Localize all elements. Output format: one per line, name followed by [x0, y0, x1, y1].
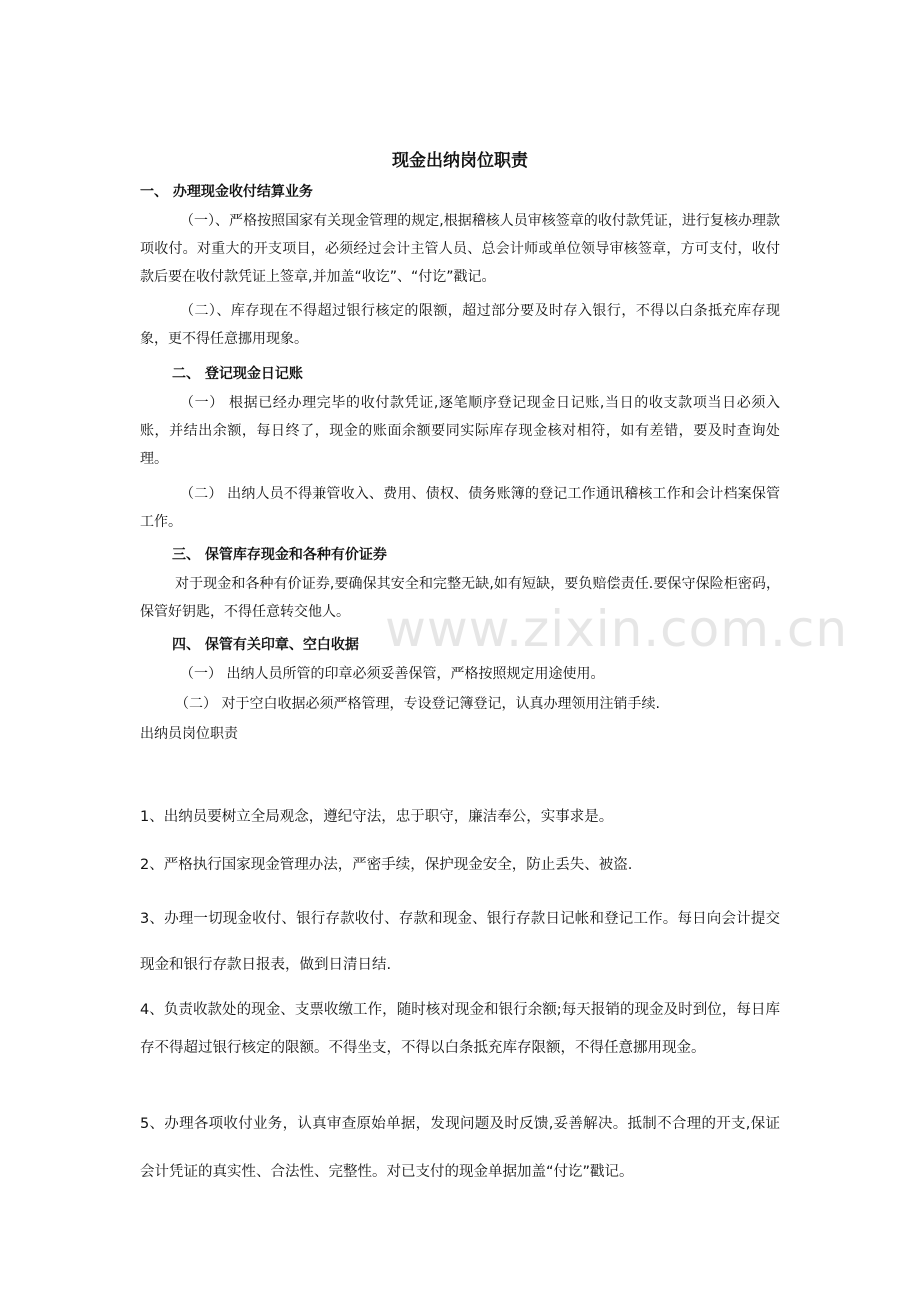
section-2-paragraph-2: （二） 出纳人员不得兼管收入、费用、债权、债务账簿的登记工作通讯稽核工作和会计档案保管工作。 — [140, 486, 780, 530]
section-4-paragraph-2: （二） 对于空白收据必须严格管理，专设登记簿登记，认真办理领用注销手续. — [175, 696, 660, 712]
section-1-paragraph-1: （一）、严格按照国家有关现金管理的规定,根据稽核人员审核签章的收付款凭证，进行复核办理款项收付。对重大的开支项目，必须经过会计主管人员、总会计师或单位领导审核签章，方可支付，收付款后要在收付款凭证上签章,并加盖“收讫”、“付讫”戳记。 — [140, 213, 780, 285]
section-heading-1: 一、 办理现金收付结算业务 — [140, 184, 313, 200]
document-title: 现金出纳岗位职责 — [392, 151, 528, 171]
section-3-paragraph-1: 对于现金和各种有价证券,要确保其安全和完整无缺,如有短缺，要负赔偿责任.要保守保险柜密码，保管好钥匙，不得任意转交他人。 — [140, 576, 780, 620]
section-2-paragraph-1: （一） 根据已经办理完毕的收付款凭证,逐笔顺序登记现金日记账,当日的收支款项当日必须入账，并结出余额，每日终了，现金的账面余额要同实际库存现金核对相符，如有差错，要及时查询处理。 — [140, 395, 780, 467]
duty-item-5: 5、办理各项收付业务，认真审查原始单据，发现问题及时反馈,妥善解决。抵制不合理的开支,保证会计凭证的真实性、合法性、完整性。对已支付的现金单据加盖“付讫”戳记。 — [140, 1116, 780, 1180]
section-heading-4: 四、 保管有关印章、空白收据 — [172, 637, 359, 653]
section-1-paragraph-2: （二）、库存现在不得超过银行核定的限额，超过部分要及时存入银行，不得以白条抵充库存现象，更不得任意挪用现象。 — [140, 303, 780, 347]
duty-item-4: 4、负责收款处的现金、支票收缴工作，随时核对现金和银行余额;每天报销的现金及时到位，每日库存不得超过银行核定的限额。不得坐支，不得以白条抵充库存限额，不得任意挪用现金。 — [140, 1002, 780, 1056]
section-heading-2: 二、 登记现金日记账 — [172, 366, 303, 382]
duty-item-2: 2、严格执行国家现金管理办法，严密手续，保护现金安全，防止丢失、被盗. — [140, 857, 633, 873]
duty-item-1: 1、出纳员要树立全局观念，遵纪守法，忠于职守，廉洁奉公，实事求是。 — [140, 809, 614, 825]
duty-item-3: 3、办理一切现金收付、银行存款收付、存款和现金、银行存款日记帐和登记工作。每日向会计提交现金和银行存款日报表，做到日清日结. — [140, 911, 780, 973]
section-heading-3: 三、 保管库存现金和各种有价证券 — [172, 547, 387, 563]
section-4-paragraph-1: （一） 出纳人员所管的印章必须妥善保管，严格按照规定用途使用。 — [180, 666, 605, 682]
section2-title: 出纳员岗位职责 — [140, 726, 238, 742]
watermark-text: www.zixin.com.cn — [385, 600, 849, 658]
